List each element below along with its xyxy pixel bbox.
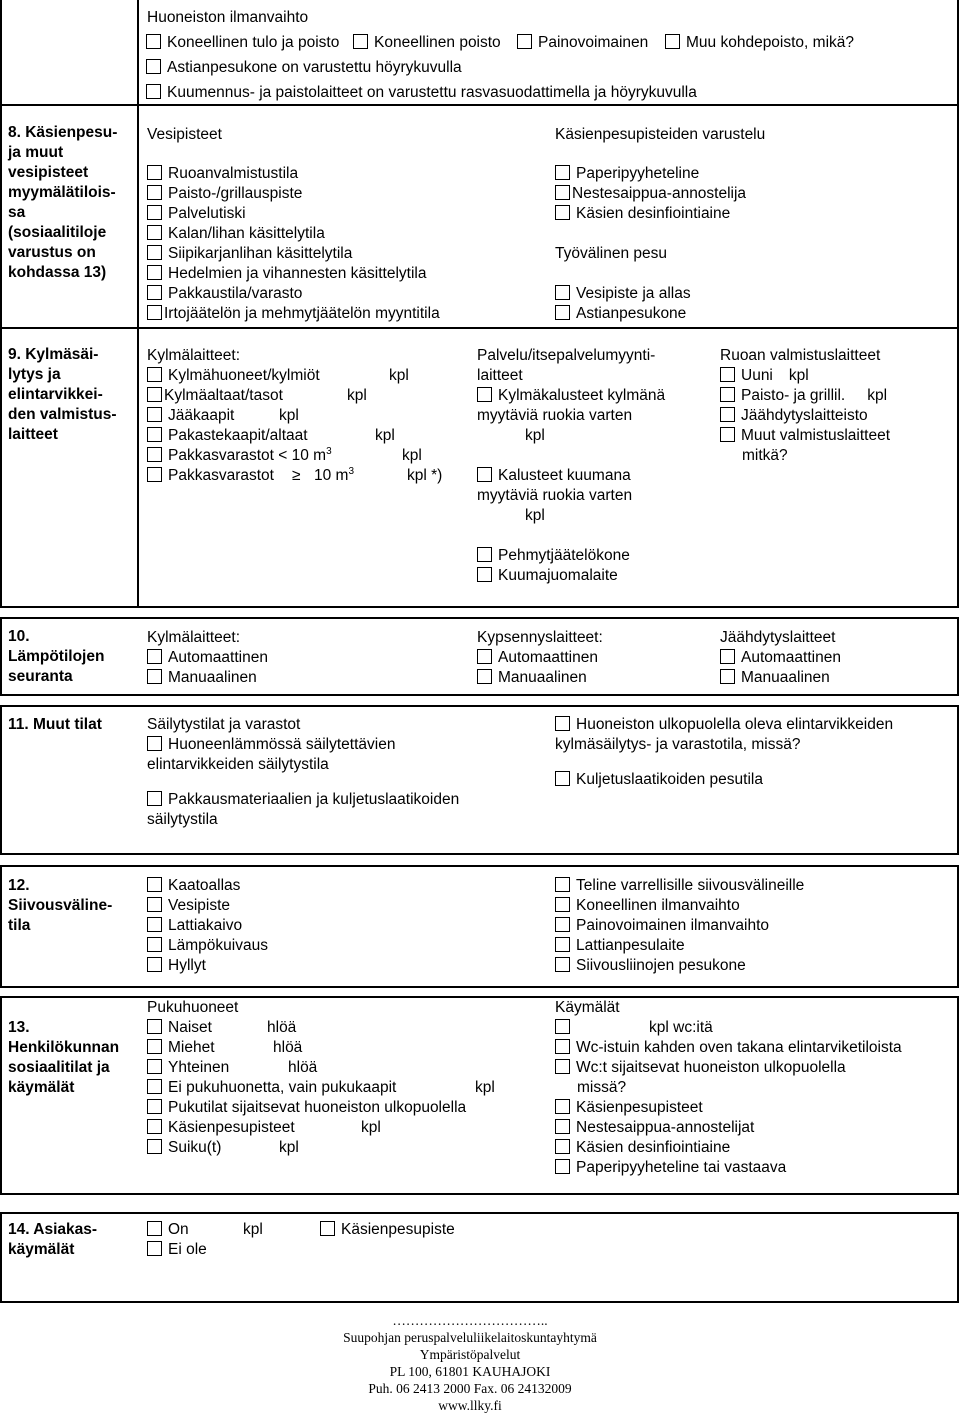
kylmalaitteet-heading: Kylmälaitteet: <box>147 347 241 364</box>
kpl-label: kpl <box>389 367 409 384</box>
checkbox[interactable] <box>147 1039 162 1054</box>
table-left-border <box>0 705 2 854</box>
checkbox[interactable] <box>477 649 492 664</box>
checkbox[interactable] <box>555 1139 570 1154</box>
section-8-title: 8. Käsienpesu- ja muut vesipisteet myymälätilois- sa (sosiaalitiloje varustus on kohdassa 13) <box>8 124 118 281</box>
valmistuslaitteet-list: Uuni kpl Paisto- ja grillil. kpl Jäähdytyslaitteisto Muut valmistuslaitteet mitkä? <box>720 366 890 466</box>
checkbox[interactable] <box>146 84 161 99</box>
greater-equal-sign: ≥ <box>292 467 301 484</box>
kasienpesupiste-option: Käsienpesupiste <box>320 1220 455 1240</box>
checkbox[interactable] <box>555 771 570 786</box>
palvelu-item: Kylmäkalusteet kylmänä myytäviä ruokia varten kpl <box>477 387 666 444</box>
kpl-label: kpl <box>243 1221 263 1238</box>
hloa-label: hlöä <box>267 1019 297 1036</box>
checkbox[interactable] <box>720 427 735 442</box>
kpl-label: kpl <box>279 1139 299 1156</box>
table-left-border <box>0 996 2 1194</box>
varustelu-list: Paperipyyheteline Nestesaippua-annostelija Käsien desinfiointiaine <box>555 164 746 224</box>
checkbox[interactable] <box>147 669 162 684</box>
checkbox[interactable] <box>555 877 570 892</box>
section-10-title: 10. Lämpötilojen seuranta <box>8 628 105 685</box>
siivous-right-list: Teline varrellisille siivousvälineille Koneellinen ilmanvaihto Painovoimainen ilmanvaihto Lattianpesulaite Siivousliinojen pesukone <box>555 876 804 976</box>
checkbox[interactable] <box>147 185 162 200</box>
checkbox[interactable] <box>720 367 735 382</box>
kaymalat-list: Käymälät kpl wc:itä Wc-istuin kahden oven takana elintarviketiloista Wc:t sijaitsevat huoneiston ulkopuolella missä? Käsienpesupisteet Nestesaippua-annostelijat Käsien desinfiointiaine Paperipyyheteline tai vastaava <box>555 999 902 1176</box>
row-divider <box>0 327 959 329</box>
kpl-label: kpl <box>279 407 299 424</box>
checkbox[interactable] <box>720 387 735 402</box>
ventilation-option <box>517 33 648 53</box>
valmistuslaitteet-heading: Ruoan valmistuslaitteet <box>720 347 881 364</box>
checkbox[interactable] <box>147 937 162 952</box>
table-left-border <box>0 865 2 987</box>
checkbox[interactable] <box>147 897 162 912</box>
asiakaskaymalat-options: On Ei ole <box>147 1220 207 1260</box>
checkbox[interactable] <box>147 1139 162 1154</box>
checkbox[interactable] <box>477 669 492 684</box>
row-divider <box>0 617 959 619</box>
checkbox[interactable] <box>147 649 162 664</box>
option-label: Painovoimainen <box>538 34 649 51</box>
ventilation-options-row <box>146 33 339 53</box>
checkbox[interactable] <box>555 1099 570 1114</box>
row-divider <box>0 1301 959 1303</box>
checkbox[interactable] <box>147 205 162 220</box>
section-9-title: 9. Kylmäsäi- lytys ja elintarvikkei- den valmistus- laitteet <box>8 346 117 443</box>
seuranta-group: Jäähdytyslaitteet Automaattinen Manuaalinen <box>720 629 841 686</box>
checkbox[interactable] <box>555 165 570 180</box>
checkbox[interactable] <box>147 285 162 300</box>
footer-dept: Ympäristöpalvelut <box>419 1347 521 1362</box>
row-divider <box>0 606 959 608</box>
checkbox[interactable] <box>477 567 492 582</box>
footer <box>300 1312 640 1414</box>
checkbox[interactable] <box>555 897 570 912</box>
checkbox[interactable] <box>147 265 162 280</box>
option-label: Kuumennus- ja paistolaitteet on varustettu rasvasuodattimella ja höyrykuvulla <box>167 84 697 101</box>
checkbox[interactable] <box>147 367 162 382</box>
checkbox[interactable] <box>720 649 735 664</box>
row-divider <box>0 986 959 988</box>
table-left-border <box>0 617 2 695</box>
siivous-left-list: Kaatoallas Vesipiste Lattiakaivo Lämpökuivaus Hyllyt <box>147 876 268 976</box>
table-right-border <box>957 617 959 695</box>
kpl-label: kpl <box>347 387 367 404</box>
checkbox[interactable] <box>477 547 492 562</box>
checkbox[interactable] <box>147 467 162 482</box>
footer-phone: Puh. 06 2413 2000 Fax. 06 24132009 <box>368 1381 572 1396</box>
row-divider <box>0 104 959 106</box>
ventilation-heading: Huoneiston ilmanvaihto <box>147 9 309 26</box>
varustelu-heading: Käsienpesupisteiden varustelu <box>555 126 766 143</box>
option-label: Muu kohdepoisto, mikä? <box>686 34 855 51</box>
checkbox[interactable] <box>320 1221 335 1236</box>
row-divider <box>0 1212 959 1214</box>
row-divider <box>0 705 959 707</box>
table-right-border <box>957 865 959 987</box>
footer-org: Suupohjan peruspalveluliikelaitoskuntayhtymä <box>343 1330 597 1345</box>
row-divider <box>0 865 959 867</box>
checkbox[interactable] <box>147 407 162 422</box>
checkbox[interactable] <box>477 467 492 482</box>
checkbox[interactable] <box>146 34 161 49</box>
vesipisteet-list: Ruoanvalmistustila Paisto-/grillauspiste Palvelutiski Kalan/lihan käsittelytila Siipikarjanlihan käsittelytila Hedelmien ja vihannesten käsittelytila Pakkaustila/varasto Irtojäätelön ja mehmytjäätelön myyntitila <box>147 164 440 324</box>
checkbox[interactable] <box>555 937 570 952</box>
checkbox[interactable] <box>147 1241 162 1256</box>
checkbox[interactable] <box>555 285 570 300</box>
seuranta-group: Kylmälaitteet: Automaattinen Manuaalinen <box>147 629 268 686</box>
palvelu-heading: Palvelu/itsepalvelumyynti- laitteet <box>477 347 656 384</box>
checkbox[interactable] <box>147 1079 162 1094</box>
checkbox[interactable] <box>147 305 162 320</box>
checkbox[interactable] <box>146 59 161 74</box>
kylmalaitteet-list: Kylmähuoneet/kylmiöt Kylmäaltaat/tasot Jääkaapit Pakastekaapit/altaat Pakkasvarastot < 10 $m^3$ Pakkasvarastot <box>147 366 332 486</box>
vesipisteet-heading: Vesipisteet <box>147 126 222 143</box>
option-label: Koneellinen tulo ja poisto <box>167 34 340 51</box>
ventilation-option <box>146 83 697 103</box>
checkbox[interactable] <box>147 1059 162 1074</box>
kpl-label: kpl <box>361 1119 381 1136</box>
checkbox[interactable] <box>147 1119 162 1134</box>
tyovalinen-heading: Työvälinen pesu <box>555 245 668 262</box>
checkbox[interactable] <box>147 387 162 402</box>
checkbox[interactable] <box>147 165 162 180</box>
checkbox[interactable] <box>147 957 162 972</box>
hloa-label: hlöä <box>273 1039 303 1056</box>
column-divider <box>137 0 139 607</box>
checkbox[interactable] <box>555 185 570 200</box>
option-label: Astianpesukone on varustettu höyrykuvulla <box>167 59 462 76</box>
table-right-border <box>957 1212 959 1302</box>
footer-address: PL 100, 61801 KAUHAJOKI <box>389 1364 551 1379</box>
muut-tilat-right: Huoneiston ulkopuolella oleva elintarvikkeiden kylmäsäilytys- ja varastotila, missä? Kuljetuslaatikoiden pesutila <box>555 716 894 788</box>
checkbox[interactable] <box>555 1059 570 1074</box>
kpl-label: kpl <box>402 447 422 464</box>
checkbox[interactable] <box>147 736 162 751</box>
checkbox[interactable] <box>555 1039 570 1054</box>
ventilation-option <box>353 33 501 53</box>
ventilation-option <box>665 33 854 53</box>
checkbox[interactable] <box>555 1119 570 1134</box>
checkbox[interactable] <box>555 305 570 320</box>
checkbox[interactable] <box>147 1221 162 1236</box>
section-12-title: 12. Siivousväline- tila <box>8 877 113 934</box>
tyovalinen-list: Vesipiste ja allas Astianpesukone <box>555 284 691 324</box>
seuranta-group: Kypsennyslaitteet: Automaattinen Manuaalinen <box>477 629 603 686</box>
checkbox[interactable] <box>477 387 492 402</box>
kpl-label: kpl <box>475 1079 495 1096</box>
section-14-title: 14. Asiakas- käymälät <box>8 1221 98 1258</box>
checkbox[interactable] <box>720 669 735 684</box>
ventilation-option <box>146 58 462 78</box>
footer-web: www.llky.fi <box>438 1398 502 1413</box>
checkbox[interactable] <box>555 957 570 972</box>
checkbox[interactable] <box>147 427 162 442</box>
section-13-title: 13. Henkilökunnan sosiaalitilat ja käymälät <box>8 1019 120 1096</box>
row-divider <box>0 694 959 696</box>
checkbox[interactable] <box>147 1099 162 1114</box>
checkbox[interactable] <box>555 1019 570 1034</box>
option-label: Koneellinen poisto <box>374 34 501 51</box>
checkbox[interactable] <box>147 447 162 462</box>
palvelu-extra-list: Pehmytjäätelökone Kuumajuomalaite <box>477 546 630 586</box>
table-right-border <box>957 0 959 607</box>
checkbox[interactable] <box>147 877 162 892</box>
checkbox[interactable] <box>353 34 368 49</box>
table-left-border <box>0 1212 2 1302</box>
hloa-label: hlöä <box>288 1059 318 1076</box>
section-11-title: 11. Muut tilat <box>8 716 102 733</box>
row-divider <box>0 1193 959 1195</box>
table-right-border <box>957 705 959 854</box>
kpl-note: kpl *) <box>407 467 443 484</box>
footer-dots: …………………………….. <box>392 1313 548 1328</box>
table-right-border <box>957 996 959 1194</box>
checkbox[interactable] <box>720 407 735 422</box>
kpl-label: kpl <box>375 427 395 444</box>
checkbox[interactable] <box>147 245 162 260</box>
palvelu-item: Kalusteet kuumana myytäviä ruokia varten kpl <box>477 467 633 524</box>
checkbox[interactable] <box>555 716 570 731</box>
checkbox[interactable] <box>147 917 162 932</box>
checkbox[interactable] <box>147 791 162 806</box>
row-divider <box>0 853 959 855</box>
pukuhuoneet-list: Pukuhuoneet Naiset Miehet Yhteinen Ei pukuhuonetta, vain pukukaapit Pukutilat sijaitsevat huoneiston ulkopuolella Käsienpesupisteet Suiku(t) <box>147 999 467 1156</box>
table-left-border <box>0 0 2 607</box>
checkbox[interactable] <box>517 34 532 49</box>
sailytystilat-list: Säilytystilat ja varastot Huoneenlämmössä säilytettävien elintarvikkeiden säilytystila Pakkausmateriaalien ja kuljetuslaatikoiden säilytystila <box>147 716 460 828</box>
checkbox[interactable] <box>147 1019 162 1034</box>
checkbox[interactable] <box>555 1159 570 1174</box>
ten-cubic-meters: 10 $m^3$ <box>314 465 355 484</box>
checkbox[interactable] <box>665 34 680 49</box>
checkbox[interactable] <box>555 205 570 220</box>
checkbox[interactable] <box>555 917 570 932</box>
checkbox[interactable] <box>147 225 162 240</box>
